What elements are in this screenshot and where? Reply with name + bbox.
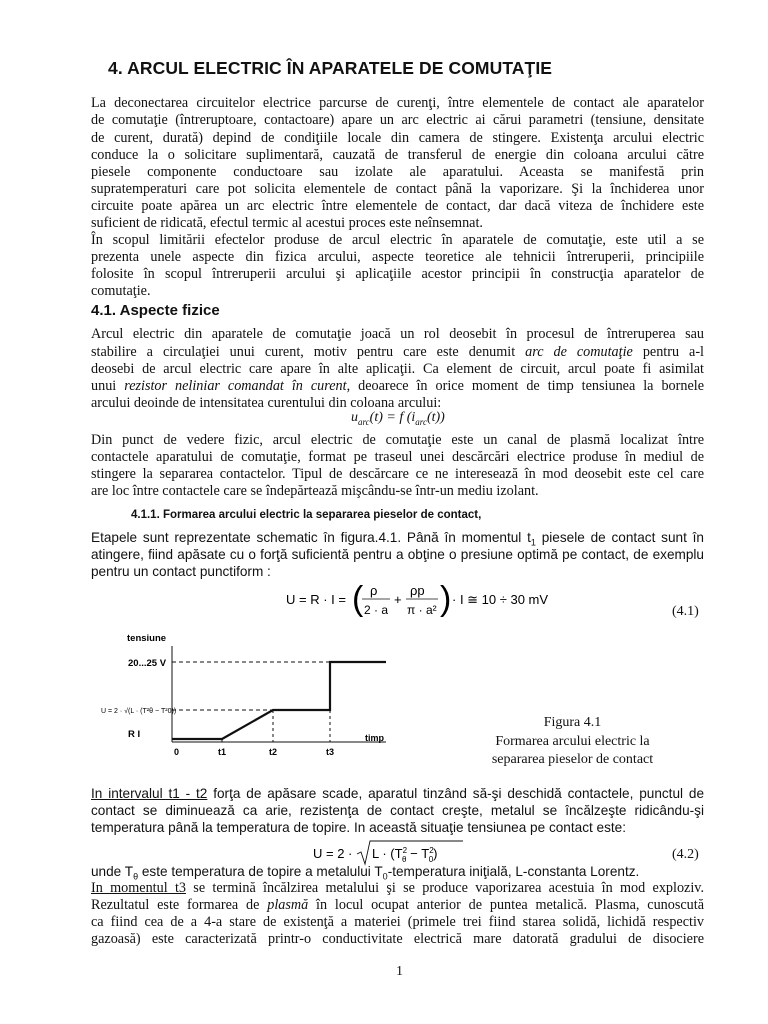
text-line: In momentul t3 se termină încălzirea metalului şi se produce vaporizarea acestuia în mod exploziv. — [91, 880, 705, 896]
text-line: prezenta unele aspecte din fizica arcului, aspecte teoretice ale tehnicii întreruperii, principiile — [91, 249, 704, 265]
formula-rhs: · I ≅ 10 ÷ 30 mV — [452, 592, 549, 607]
chapter-title: 4. ARCUL ELECTRIC ÎN APARATELE DE COMUTAŢIE — [108, 58, 553, 78]
fraction-num: ρp — [410, 583, 425, 598]
figure-4-1-chart — [101, 628, 391, 768]
x-axis-label: timp — [365, 733, 384, 743]
text-line: contact se diminuează ca arie, rezistenţa de contact creşte, metalul se încălzeşte ridicându-şi — [91, 803, 704, 818]
text-line: In intervalul t1 - t2 forţa de apăsare scade, aparatul tinzând să-şi deschidă contactele, punctul de — [91, 786, 705, 801]
page-number: 1 — [396, 964, 403, 979]
formula-lhs: U = R · I = — [286, 592, 346, 607]
text-line: comutaţie. — [91, 283, 151, 299]
text-line: La deconectarea circuitelor electrice parcurse de curenţi, între elementele de contact ale aparatelor — [91, 95, 704, 111]
formula-arc-voltage: $u_{arc}(t) = f$ $(i_{arc}(t))$ — [351, 410, 445, 427]
text-line: supratemperaturi care pot solicita elementele de contact până la vaporizare. Şi la închiderea unor — [91, 181, 704, 197]
text-line: Rezultatul este formarea de plasmă în locul ocupat anterior de puntea metalică. Plasma, cunoscută — [91, 897, 704, 913]
formula-4-1 — [286, 580, 549, 625]
x-tick-label: t1 — [218, 747, 227, 757]
text-line: stingere la separarea contactelor. Tipul de descărcare ce ne interesează în mod deosebit este cel care — [91, 466, 704, 482]
figure-caption-line: Formarea arcului electric la — [495, 734, 650, 749]
text-line: circuite poate apărea un arc electric între elementele de contact, dar dacă viteza de închidere este — [91, 198, 704, 214]
text-line: unui rezistor neliniar comandat în curent, deoarece în orice moment de timp tensiunea la bornele — [91, 378, 704, 394]
text-line: Din punct de vedere fizic, arcul electric de comutaţie este un canal de plasmă localizat între — [91, 432, 704, 448]
where-line: unde $T_\theta$ este temperatura de topire a metalului $T_0$-temperatura iniţială, L-constanta Lorentz. — [91, 864, 640, 882]
y-tick-label: 20...25 V — [128, 658, 167, 669]
y-tick-label: R I — [128, 729, 141, 740]
section-title: 4.1. Aspecte fizice — [91, 302, 220, 319]
text-line: Arcul electric din aparatele de comutaţie joacă un rol deosebit în procesul de întreruperea sau — [91, 326, 704, 342]
subsection-title: 4.1.1. Formarea arcului electric la separarea pieselor de contact, — [131, 509, 482, 521]
formula-lhs: U = 2 · — [313, 846, 353, 861]
x-tick-label: t3 — [326, 747, 335, 757]
text-line: În scopul limitării efectelor produse de arcul electric în aparatele de comutaţie, este util a se — [91, 232, 704, 248]
paren-right: ) — [440, 580, 452, 618]
fraction-den: 2 · a — [364, 603, 389, 617]
text-line: ca fiind cea de a 4-a stare de existenţă a materiei (primele trei fiind starea solidă, lichidă respectiv — [91, 914, 704, 930]
text-line: gazoasă) este caracterizată printr-o conductivitate electrică mare datorată gradului de disociere — [91, 931, 704, 947]
sqrt-content: $L \cdot (T^2$ $\theta - T^2$ 0) — [372, 846, 438, 864]
text-line: Etapele sunt reprezentate schematic în figura.4.1. Până în momentul $t_1$ piesele de contact sunt în — [91, 530, 704, 548]
equation-number-4-1: (4.1) — [672, 604, 699, 619]
text-line: arcului deoinde de intensitatea curentului din coloana arcului: — [91, 395, 442, 411]
equation-number-4-2: (4.2) — [672, 847, 699, 862]
x-tick-label: 0 — [174, 747, 180, 757]
text-line: folosite în scopul întreruperii arcului şi aplicaţiile acestor principii în construcţia aparatelor de — [91, 266, 704, 282]
text-line: temperatura până la temperatura de topire. In această situaţie tensiunea pe contact este: — [91, 820, 627, 835]
figure-caption-line: separarea pieselor de contact — [491, 752, 654, 767]
text-line: deosebi de arcul electric care apare în alte aplicaţii. Ca element de circuit, arcul poate fi asimilat — [91, 361, 704, 377]
paren-left: ( — [352, 580, 364, 618]
text-line: pentru un contact punctiform : — [91, 564, 271, 579]
text-line: piesele componente conductoare sau izolate ale aparatului. Aceasta se manifestă prin — [91, 164, 704, 180]
y-axis-label: tensiune — [127, 633, 167, 644]
text-line: stabilire a circulaţiei unui curent, motiv pentru care este denumit arc de comutaţie pentru a-l — [91, 344, 704, 360]
text-line: suficient de ridicată, efectul termic al acestui proces este neînsemnat. — [91, 215, 483, 231]
figure-caption-title: Figura 4.1 — [543, 715, 602, 730]
fraction-den: π · a² — [407, 603, 437, 617]
text-line: atingere, fiind apăsate cu o forţă suficientă pentru a obţine o presiune optimă pe contact, de exemplu — [91, 547, 704, 562]
text-line: conduce la o solicitare suplimentară, cauzată de transferul de energie din coloana arcului către — [91, 147, 704, 163]
text-line: de curent, durată) depind de condiţiile locale din camera de stingere. Existenţa arcului electric — [91, 130, 704, 146]
text-line: are loc între contactele care se îndepărtează mişcându-se într-un mediu izolant. — [91, 483, 539, 499]
formula-4-1-graphic — [286, 580, 549, 622]
y-tick-label: U = 2 · √(L · (T²θ − T²0)) — [101, 708, 177, 715]
fraction-num: ρ — [370, 583, 378, 598]
x-tick-label: t2 — [269, 747, 278, 757]
series-line-tensiune — [172, 662, 386, 739]
plus-sign: + — [394, 592, 402, 607]
text-line: de comutaţie (întreruptoare, contactoare) apare un arc electric ai cărui parametri (tensiune, densitate — [91, 112, 704, 128]
text-line: contactele aparatului de comutaţie, format pe traseul unei descărcări electrice produse în mediul de — [91, 449, 704, 465]
